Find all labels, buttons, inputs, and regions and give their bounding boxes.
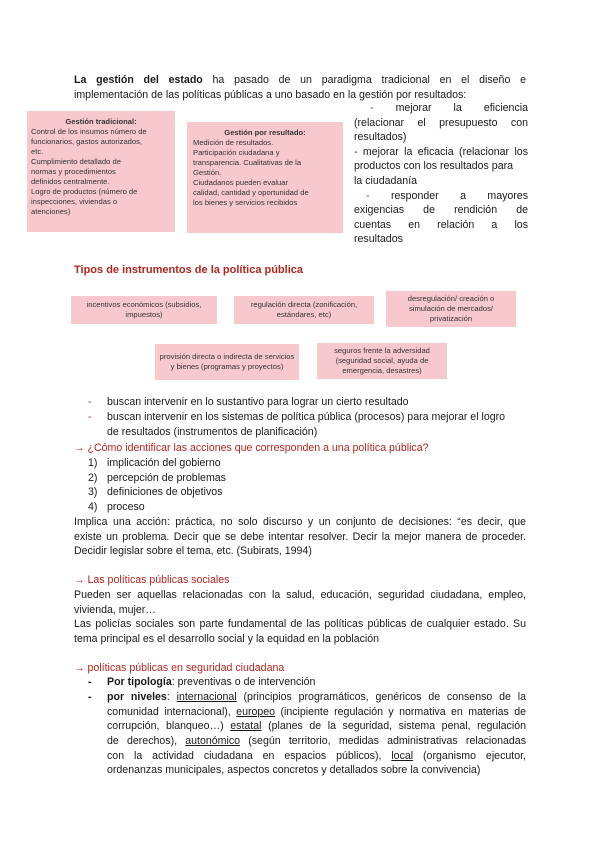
traditional-line: normas y procedimientos (31, 167, 116, 176)
list-number: 3) (88, 486, 98, 498)
traditional-line: etc. (31, 147, 44, 156)
levels-text: (organismo ejecutor, (413, 750, 526, 762)
traditional-line: Logro de productos (número de (31, 187, 138, 196)
levels-colon: : (166, 691, 177, 703)
traditional-line: Control de los insumos número de (31, 127, 147, 136)
results-line: Gestión. (193, 168, 222, 177)
results-item-3-line-3: cuentas en relación a los (354, 218, 528, 231)
results-item-1-line-2: (relacionar el presupuesto con (354, 116, 528, 129)
traditional-line: atenciones) (31, 207, 71, 216)
security-levels-line-6: ordenanzas municipales, aspectos concretos y detallados sobre la convivencia) (107, 764, 481, 776)
levels-text: comunidad internacional), (107, 706, 237, 718)
instrument-box-direct-regulation: regulación directa (zonificación, estándares, etc) (234, 296, 374, 324)
results-item-1-line-1 (354, 101, 528, 116)
typology-text: : preventivas o de intervención (171, 676, 316, 688)
results-item-3-line-4: resultados (354, 233, 403, 246)
level-estatal: estatal (230, 720, 262, 732)
dash-bullet: - (370, 102, 374, 114)
results-line: los bienes y servicios recibidos (193, 198, 298, 207)
results-item-text: responder a mayores (390, 189, 528, 202)
results-list (354, 101, 528, 247)
levels-text: (incipiente regulación y normativa en materias de (275, 706, 526, 718)
identify-item: proceso (107, 501, 145, 513)
intro-line-2: implementación de las políticas públicas a uno basado en la gestión por resultados: (74, 89, 467, 101)
instrument-bullet-1: buscan intervenir en lo sustantivo para lograr un cierto resultado (107, 396, 409, 408)
results-line: Medición de resultados. (193, 138, 274, 147)
security-bullet-typology (107, 675, 315, 690)
security-levels-line-5 (107, 749, 526, 764)
results-line: calidad, cantidad y oportunidad de (193, 188, 309, 197)
list-number: 4) (88, 501, 98, 513)
traditional-line: definidos centralmente. (31, 177, 110, 186)
security-levels-line-1 (107, 690, 526, 705)
results-item-text: mejorar la eficiencia (395, 102, 528, 114)
security-heading: → políticas públicas en seguridad ciudadana (74, 662, 285, 674)
security-levels-line-3 (107, 719, 526, 734)
results-item-3-line-2: exigencias de rendición de (354, 204, 528, 217)
identify-item: definiciones de objetivos (107, 486, 223, 498)
identify-paragraph-line-3: Decidir legislar sobre el tema, etc. (Subirats, 1994) (74, 545, 312, 557)
levels-text: con la actividad ciudadana en espacios públicos), (107, 750, 392, 762)
intro-bold: La gestión del estado (74, 74, 203, 86)
security-levels-line-4 (107, 734, 526, 749)
identify-paragraph-line-1: Implica una acción: práctica, no solo discurso y un conjunto de decisiones: “es decir, que (74, 516, 526, 528)
level-europeo: europeo (236, 706, 276, 718)
social-line-4: tema principal es el desarrollo social y la equidad en la población (74, 633, 380, 645)
levels-text: de derechos), (107, 735, 186, 747)
identify-item: implicación del gobierno (107, 457, 221, 469)
results-management-box (187, 122, 343, 233)
identify-item: percepción de problemas (107, 472, 226, 484)
social-heading: → Las políticas públicas sociales (74, 574, 230, 586)
traditional-line: Cumplimiento detallado de (31, 157, 121, 166)
results-item-2-line-2: productos con los resultados para (354, 160, 513, 173)
results-item-3-line-1 (354, 189, 528, 204)
security-levels-line-2 (107, 705, 526, 720)
instrument-box-direct-provision: provisión directa o indirecta de servicios y bienes (programas y proyectos) (155, 344, 299, 380)
social-line-3: Las policías sociales son parte fundamental de las políticas públicas de cualquier estado. Su (74, 618, 526, 630)
level-internacional: internacional (176, 691, 237, 703)
levels-text: (según territorio, medidas administrativas relacionadas (240, 735, 526, 747)
results-item-2-line-3: la ciudadanía (354, 174, 418, 187)
list-number: 2) (88, 472, 98, 484)
dash-bullet: - (366, 189, 370, 202)
instrument-bullet-2: buscan intervenir en los sistemas de política pública (procesos) para mejorar el logro (107, 411, 506, 423)
dash-bullet: - (88, 691, 92, 703)
intro-line-1 (74, 73, 526, 88)
level-local: local (391, 750, 414, 762)
results-box-title: Gestión por resultado: (224, 128, 306, 137)
instruments-heading: Tipos de instrumentos de la política pública (74, 264, 304, 276)
intro-line1-rest: ha pasado de un paradigma tradicional en el diseño e (202, 74, 526, 86)
results-line: Ciudadanos pueden evaluar (193, 178, 288, 187)
level-autonomico: autonómico (185, 735, 241, 747)
levels-text: corrupción, blanqueo…) (107, 720, 231, 732)
traditional-line: inspecciones, viviendas o (31, 197, 118, 206)
list-number: 1) (88, 457, 98, 469)
traditional-line: funcionarios, gastos autorizados, (31, 137, 143, 146)
results-item-2-line-1: - mejorar la eficacia (relacionar los (354, 145, 528, 158)
instrument-box-deregulation: desregulación/ creación o simulación de mercados/ privatización (386, 291, 516, 327)
identify-paragraph-line-2: existe un problema. Decir que se debe intentar resolver. Decir la mejor manera de proceder. (74, 531, 526, 543)
results-item-1-line-3: resultados) (354, 131, 407, 144)
traditional-box-title: Gestión tradicional: (65, 117, 137, 126)
social-line-2: vivienda, mujer… (74, 604, 156, 616)
instrument-box-economic-incentives: incentivos económicos (subsidios, impuestos) (71, 296, 217, 324)
social-line-1: Pueden ser aquellas relacionadas con la salud, educación, seguridad ciudadana, empleo, (74, 589, 526, 601)
levels-text: (planes de la seguridad, sistema penal, regulación (261, 720, 526, 732)
levels-text: (principios programáticos, genéricos de consenso de la (236, 691, 526, 703)
typology-label: Por tipología (107, 676, 172, 688)
dash-bullet: - (88, 411, 92, 423)
identify-question: → ¿Cómo identificar las acciones que corresponden a una política pública? (74, 442, 429, 454)
dash-bullet: - (88, 676, 92, 688)
levels-label: por niveles (107, 691, 167, 703)
instrument-bullet-2-cont: de resultados (instrumentos de planificación) (107, 426, 318, 438)
traditional-management-box (27, 111, 175, 232)
instrument-box-insurance: seguros frente la adversidad (seguridad social, ayuda de emergencia, desastres) (317, 343, 447, 379)
dash-bullet: - (88, 396, 92, 408)
results-line: Participación ciudadana y (193, 148, 280, 157)
results-line: transparencia. Cualitativas de la (193, 158, 302, 167)
